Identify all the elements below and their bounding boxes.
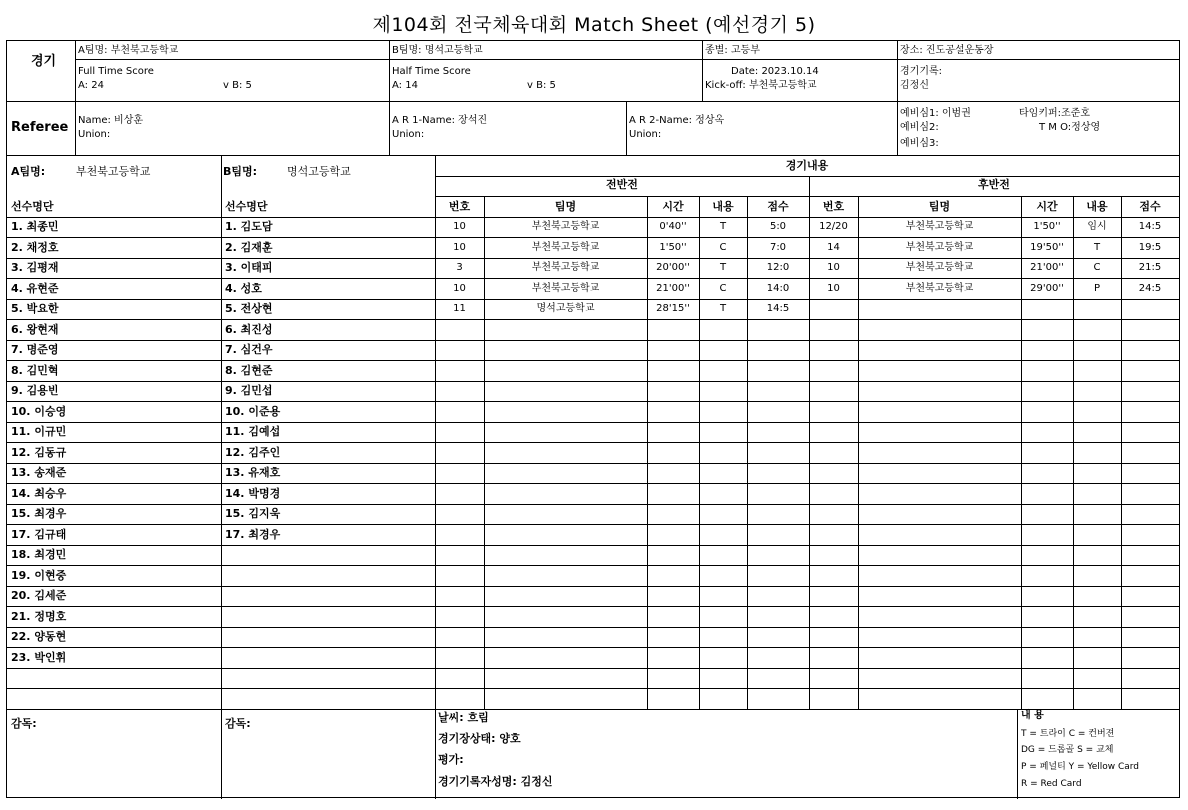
first-half-event-score: 5:0 <box>769 221 787 232</box>
second-half-event-type: P <box>1093 283 1101 294</box>
match-sheet <box>6 40 1180 798</box>
player-a-name: 20. 김세준 <box>11 589 67 602</box>
grid-line <box>647 196 648 709</box>
first-half-event-score: 14:5 <box>766 303 790 314</box>
roster-header-a: 선수명단 <box>11 200 54 213</box>
reserve-1: 예비심1: 이범권 <box>900 108 971 119</box>
first-half-event-no: 11 <box>453 303 466 314</box>
first-half-event-team: 명석고등학교 <box>536 303 595 314</box>
player-a-name: 2. 채정호 <box>11 241 59 254</box>
player-a-name: 9. 김용빈 <box>11 384 59 397</box>
first-half-col-header: 내용 <box>712 200 734 213</box>
second-half-event-team: 부천북고등학교 <box>905 221 974 232</box>
first-half-event-no: 10 <box>453 221 466 232</box>
second-half-col-header: 내용 <box>1086 200 1108 213</box>
grid-line <box>7 688 1179 689</box>
first-half-event-score: 12:0 <box>766 262 790 273</box>
reserve-3: 예비심3: <box>900 138 939 149</box>
grid-line <box>7 237 1179 238</box>
second-half-event-type: C <box>1093 262 1101 273</box>
half-time-a: A: 14 <box>392 80 418 91</box>
grid-line <box>747 196 748 709</box>
second-half-event-type: 임시 <box>1087 221 1107 232</box>
player-a-name: 14. 최승우 <box>11 487 67 500</box>
first-half-event-type: T <box>719 262 727 273</box>
grid-line <box>389 101 390 155</box>
grid-line <box>7 709 1179 710</box>
referee-name: Name: 비상훈 <box>78 115 144 126</box>
first-half-event-score: 7:0 <box>769 242 787 253</box>
timekeeper: 타임키퍼:조준호 <box>1019 108 1090 119</box>
player-a-name: 11. 이규민 <box>11 425 67 438</box>
grid-line <box>7 668 1179 669</box>
roster-header-b: 선수명단 <box>225 200 268 213</box>
referee-union: Union: <box>78 129 111 140</box>
grid-line <box>7 101 1179 102</box>
grid-line <box>7 524 1179 525</box>
player-b-name: 15. 김지욱 <box>225 507 281 520</box>
half-time-b: v B: 5 <box>527 80 556 91</box>
grid-line <box>389 41 390 101</box>
grid-line <box>1017 709 1018 799</box>
player-a-name: 23. 박인휘 <box>11 651 67 664</box>
grid-line <box>7 401 1179 402</box>
grid-line <box>7 483 1179 484</box>
first-half-event-time: 28'15'' <box>656 303 690 314</box>
a-team-name: 부천북고등학교 <box>76 165 151 178</box>
grid-line <box>7 422 1179 423</box>
full-time-label: Full Time Score <box>78 66 154 77</box>
grid-line <box>7 340 1179 341</box>
player-a-name: 12. 김동규 <box>11 446 67 459</box>
second-half-event-team: 부천북고등학교 <box>905 283 974 294</box>
reserve-2: 예비심2: <box>900 122 939 133</box>
player-b-name: 1. 김도담 <box>225 220 273 233</box>
player-a-name: 4. 유현준 <box>11 282 59 295</box>
player-a-name: 15. 최경우 <box>11 507 67 520</box>
first-half-event-type: T <box>719 303 727 314</box>
player-b-name: 9. 김민섭 <box>225 384 273 397</box>
full-time-b: v B: 5 <box>223 80 252 91</box>
second-half-event-team: 부천북고등학교 <box>905 262 974 273</box>
second-half-event-time: 19'50'' <box>1030 242 1064 253</box>
first-half-event-time: 20'00'' <box>656 262 690 273</box>
category-label: 종별: 고등부 <box>705 45 760 56</box>
player-a-name: 13. 송재준 <box>11 466 67 479</box>
evaluation-label: 평가: <box>438 753 464 766</box>
first-half-col-header: 팀명 <box>554 200 577 213</box>
grid-line <box>7 442 1179 443</box>
venue-label: 장소: 진도공설운동장 <box>900 45 994 56</box>
second-half-event-time: 21'00'' <box>1030 262 1064 273</box>
recorder-signature-label: 경기기록자성명: 김정신 <box>438 775 553 788</box>
first-half-event-no: 3 <box>456 262 463 273</box>
first-half-event-time: 1'50'' <box>659 242 687 253</box>
second-half-event-score: 19:5 <box>1138 242 1162 253</box>
second-half-col-header: 팀명 <box>928 200 951 213</box>
player-a-name: 1. 최종민 <box>11 220 59 233</box>
player-b-name: 6. 최진성 <box>225 323 273 336</box>
ar2-name: A R 2-Name: 정상옥 <box>629 115 725 126</box>
grid-line <box>435 155 436 799</box>
grid-line <box>1121 196 1122 709</box>
first-half-event-team: 부천북고등학교 <box>531 221 600 232</box>
second-half-title: 후반전 <box>978 178 1010 191</box>
coach-b-label: 감독: <box>225 717 251 730</box>
second-half-event-score: 21:5 <box>1138 262 1162 273</box>
player-a-name: 10. 이승영 <box>11 405 67 418</box>
weather-label: 날씨: 흐림 <box>438 711 489 724</box>
second-half-event-type: T <box>1093 242 1101 253</box>
grid-line <box>626 101 627 155</box>
second-half-event-team: 부천북고등학교 <box>905 242 974 253</box>
ar2-union: Union: <box>629 129 662 140</box>
grid-line <box>7 627 1179 628</box>
ar1-name: A R 1-Name: 장석진 <box>392 115 488 126</box>
ground-condition-label: 경기장상태: 양호 <box>438 732 521 745</box>
grid-line <box>75 59 1179 60</box>
grid-line <box>7 565 1179 566</box>
first-half-col-header: 점수 <box>767 200 789 213</box>
second-half-col-header: 시간 <box>1036 200 1058 213</box>
legend-line-3: P = 페널티 Y = Yellow Card <box>1021 762 1140 772</box>
second-half-event-no: 12/20 <box>819 221 848 232</box>
second-half-event-score: 14:5 <box>1138 221 1162 232</box>
player-b-name: 13. 유재호 <box>225 466 281 479</box>
player-b-name: 3. 이태피 <box>225 261 273 274</box>
a-team-label: A팀명: <box>11 165 46 178</box>
b-team-header: B팀명: 명석고등학교 <box>392 45 483 56</box>
kickoff: Kick-off: 부천북고등학교 <box>705 80 817 91</box>
first-half-event-team: 부천북고등학교 <box>531 283 600 294</box>
first-half-event-score: 14:0 <box>766 283 790 294</box>
grid-line <box>435 196 1179 197</box>
first-half-event-team: 부천북고등학교 <box>531 242 600 253</box>
b-team-name: 명석고등학교 <box>287 165 351 178</box>
grid-line <box>7 381 1179 382</box>
player-b-name: 2. 김재훈 <box>225 241 273 254</box>
ar1-union: Union: <box>392 129 425 140</box>
grid-line <box>484 196 485 709</box>
b-team-label: B팀명: <box>223 165 258 178</box>
player-b-name: 17. 최경우 <box>225 528 281 541</box>
player-a-name: 8. 김민혁 <box>11 364 59 377</box>
first-half-event-team: 부천북고등학교 <box>531 262 600 273</box>
second-half-col-header: 번호 <box>822 200 845 213</box>
second-half-event-time: 29'00'' <box>1030 283 1064 294</box>
first-half-event-type: C <box>719 242 727 253</box>
player-a-name: 3. 김평재 <box>11 261 59 274</box>
player-b-name: 4. 성호 <box>225 282 262 295</box>
player-a-name: 22. 양동현 <box>11 630 67 643</box>
first-half-event-time: 0'40'' <box>659 221 687 232</box>
grid-line <box>897 41 898 155</box>
recorder-name: 김정신 <box>900 80 929 91</box>
second-half-col-header: 점수 <box>1139 200 1161 213</box>
grid-line <box>7 319 1179 320</box>
coach-a-label: 감독: <box>11 717 37 730</box>
half-time-label: Half Time Score <box>392 66 471 77</box>
referee-label: Referee <box>11 120 69 135</box>
grid-line <box>221 709 222 799</box>
legend-line-2: DG = 드롭골 S = 교체 <box>1021 745 1114 755</box>
legend-title: 내 용 <box>1021 710 1044 721</box>
grid-line <box>7 647 1179 648</box>
grid-line <box>435 176 1179 177</box>
grid-line <box>7 155 1179 156</box>
grid-line <box>7 586 1179 587</box>
player-a-name <box>7 668 11 688</box>
player-b-name: 10. 이준용 <box>225 405 281 418</box>
first-half-event-no: 10 <box>453 242 466 253</box>
grid-line <box>699 196 700 709</box>
player-a-name: 19. 이현중 <box>11 569 67 582</box>
grid-line <box>1073 196 1074 709</box>
first-half-title: 전반전 <box>606 178 638 191</box>
grid-line <box>858 196 859 709</box>
grid-line <box>7 278 1179 279</box>
grid-line <box>7 606 1179 607</box>
first-half-event-no: 10 <box>453 283 466 294</box>
second-half-event-no: 10 <box>827 283 840 294</box>
grid-line <box>7 258 1179 259</box>
player-a-name: 21. 정명호 <box>11 610 67 623</box>
first-half-event-type: C <box>719 283 727 294</box>
recorder-label: 경기기록: <box>900 66 943 77</box>
grid-line <box>7 217 1179 218</box>
player-a-name: 17. 김규태 <box>11 528 67 541</box>
grid-line <box>7 360 1179 361</box>
grid-line <box>221 155 222 709</box>
grid-line <box>7 545 1179 546</box>
second-half-event-no: 14 <box>827 242 840 253</box>
legend-line-1: T = 트라이 C = 컨버젼 <box>1021 729 1115 739</box>
player-b-name: 8. 김현준 <box>225 364 273 377</box>
player-b-name: 12. 김주인 <box>225 446 281 459</box>
grid-line <box>7 463 1179 464</box>
full-time-a: A: 24 <box>78 80 104 91</box>
player-a-name: 6. 왕현재 <box>11 323 59 336</box>
grid-line <box>1021 196 1022 709</box>
first-half-event-time: 21'00'' <box>656 283 690 294</box>
grid-line <box>702 41 703 101</box>
second-half-event-time: 1'50'' <box>1033 221 1061 232</box>
player-b-name: 11. 김예섭 <box>225 425 281 438</box>
grid-line <box>7 504 1179 505</box>
player-b-name: 14. 박명경 <box>225 487 281 500</box>
legend-line-4: R = Red Card <box>1021 779 1082 789</box>
player-b-name: 7. 심건우 <box>225 343 273 356</box>
grid-line <box>7 299 1179 300</box>
player-a-name: 18. 최경민 <box>11 548 67 561</box>
grid-line <box>75 41 76 155</box>
game-label: 경기 <box>31 54 57 69</box>
second-half-event-no: 10 <box>827 262 840 273</box>
match-date: Date: 2023.10.14 <box>731 66 819 77</box>
match-content-title: 경기내용 <box>785 159 829 172</box>
player-a-name: 7. 명준영 <box>11 343 59 356</box>
page-title: 제104회 전국체육대회 Match Sheet (예선경기 5) <box>372 14 816 36</box>
first-half-col-header: 번호 <box>448 200 471 213</box>
first-half-event-type: T <box>719 221 727 232</box>
a-team-header: A팀명: 부천북고등학교 <box>78 45 179 56</box>
first-half-col-header: 시간 <box>662 200 684 213</box>
player-b-name: 5. 전상현 <box>225 302 273 315</box>
player-a-name: 5. 박요한 <box>11 302 59 315</box>
tmo: T M O:정상영 <box>1039 122 1101 133</box>
second-half-event-score: 24:5 <box>1138 283 1162 294</box>
